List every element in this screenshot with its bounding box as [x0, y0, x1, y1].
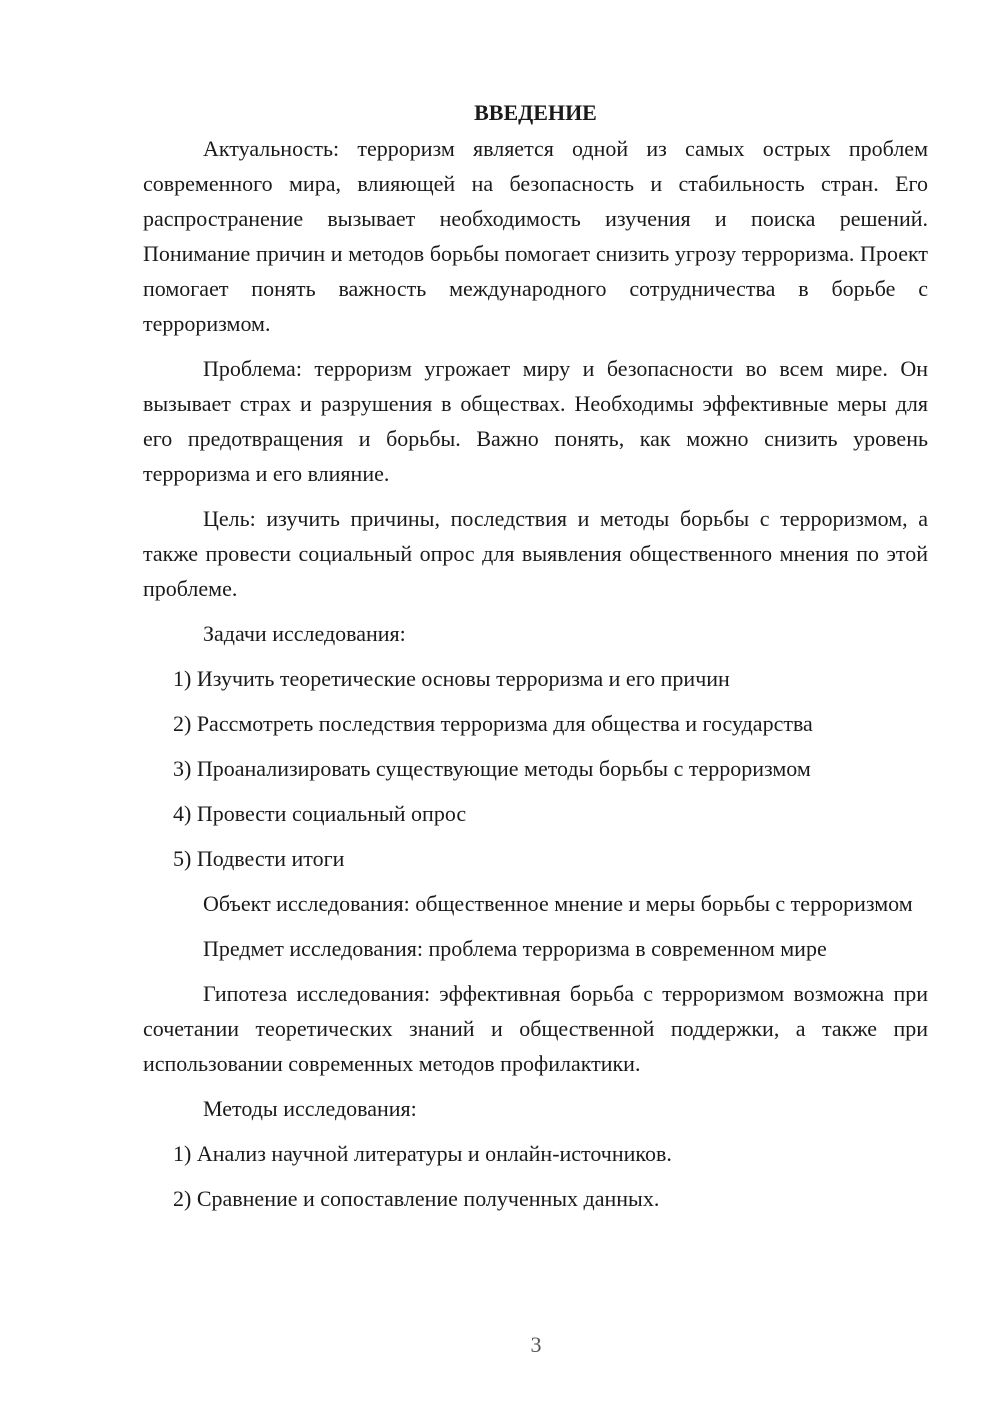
- method-item-1: 1) Анализ научной литературы и онлайн-источников.: [173, 1141, 672, 1166]
- task-item-3: 3) Проанализировать существующие методы борьбы с терроризмом: [173, 756, 811, 781]
- relevance-paragraph: Актуальность: терроризм является одной из самых острых проблем современного мира, влияющей на безопасность и стабильность стран. Его распространение вызывает необходимость изучения и поиска решений. Понимание причин и методов борьбы помогает снизить угрозу терроризма. Проект помогает понять важность международного сотрудничества в борьбе с терроризмом.: [143, 136, 928, 336]
- tasks-heading: Задачи исследования:: [203, 621, 406, 646]
- task-item-1: 1) Изучить теоретические основы терроризма и его причин: [173, 666, 730, 691]
- page-number: 3: [530, 1332, 542, 1357]
- problem-paragraph: Проблема: терроризм угрожает миру и безопасности во всем мире. Он вызывает страх и разрушения в обществах. Необходимы эффективные меры для его предотвращения и борьбы. Важно понять, как можно снизить уровень терроризма и его влияние.: [143, 356, 928, 486]
- goal-paragraph: Цель: изучить причины, последствия и методы борьбы с терроризмом, а также провести социальный опрос для выявления общественного мнения по этой проблеме.: [143, 506, 928, 601]
- hypothesis-paragraph: Гипотеза исследования: эффективная борьба с терроризмом возможна при сочетании теоретических знаний и общественной поддержки, а также при использовании современных методов профилактики.: [143, 981, 928, 1076]
- task-item-2: 2) Рассмотреть последствия терроризма для общества и государства: [173, 711, 813, 736]
- task-item-4: 4) Провести социальный опрос: [173, 801, 467, 826]
- subject-paragraph: Предмет исследования: проблема терроризма в современном мире: [203, 936, 827, 961]
- task-item-5: 5) Подвести итоги: [173, 846, 345, 871]
- page-title: ВВЕДЕНИЕ: [474, 100, 597, 125]
- object-paragraph: Объект исследования: общественное мнение и меры борьбы с терроризмом: [203, 891, 913, 916]
- document-body: [143, 95, 928, 1226]
- methods-heading: Методы исследования:: [203, 1096, 417, 1121]
- method-item-2: 2) Сравнение и сопоставление полученных данных.: [173, 1186, 660, 1211]
